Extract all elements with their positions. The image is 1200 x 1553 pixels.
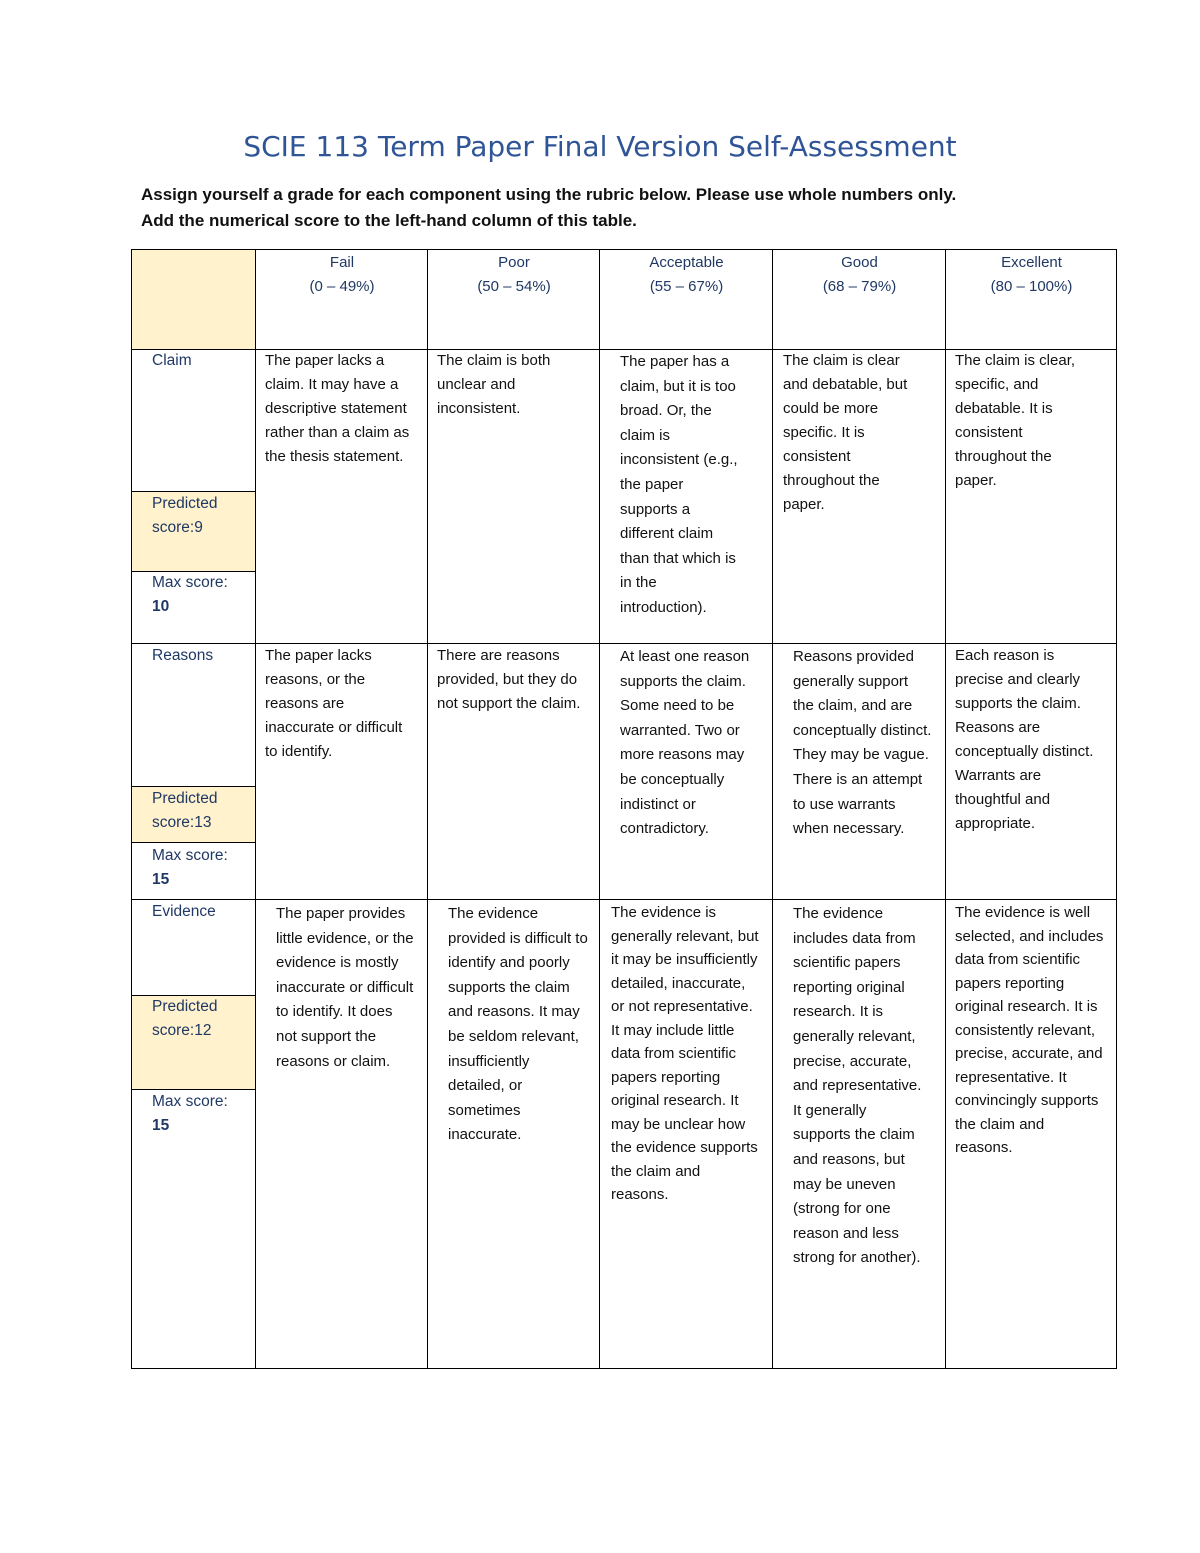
max-score-label: Max score: [152,574,228,591]
predicted-score: Predicted score:13 [152,790,218,831]
reasons-good-descriptor: Reasons provided generally support the claim, and are conceptually distinct. They may be vague. There is an attempt to use warrants when necessary. [793,648,932,838]
header-range: (55 – 67%) [649,278,724,295]
instruction-line: Add the numerical score to the left-hand column of this table. [141,211,637,230]
reasons-poor-descriptor: There are reasons provided, but they do not support the claim. [437,647,581,712]
instruction-line: Assign yourself a grade for each component using the rubric below. Please use whole numbers only. [141,185,957,204]
header-corner-cell [131,249,255,349]
table-rule [599,249,600,1369]
evidence-poor-descriptor: The evidence provided is difficult to identify and poorly supports the claim and reasons. It may be seldom relevant, insufficiently detailed, or sometimes inaccurate. [448,905,588,1144]
row-label-evidence: Evidence [152,903,216,920]
evidence-good-descriptor: The evidence includes data from scientific papers reporting original research. It is generally relevant, precise, accurate, and representative. It generally supports the claim and reasons, but may be uneven (strong for one reason and less strong for another). [793,905,922,1267]
max-score [152,844,252,892]
max-score-label: Max score: [152,1093,228,1110]
table-subrule [131,842,255,843]
header-excellent [947,251,1116,299]
max-score [152,571,252,619]
claim-poor-descriptor: The claim is both unclear and inconsistent. [437,352,551,417]
reasons-acceptable-descriptor: At least one reason supports the claim. Some need to be warranted. Two or more reasons may be conceptually indistinct or contradictory. [620,648,750,838]
table-rule [772,249,773,1369]
row-label-claim: Claim [152,352,192,369]
max-score-value: 15 [152,871,170,888]
header-label: Poor [498,254,530,271]
max-score [152,1090,252,1138]
header-good [774,251,945,299]
evidence-excellent-descriptor: The evidence is well selected, and includes data from scientific papers reporting original research. It is consistently relevant, precise, accurate, and representative. It convincingly supports the claim and reasons. [955,904,1104,1156]
header-range: (80 – 100%) [990,278,1073,295]
header-label: Good [841,254,878,271]
table-rule [131,1368,1117,1369]
header-range: (0 – 49%) [309,278,375,295]
claim-fail-descriptor: The paper lacks a claim. It may have a descriptive statement rather than a claim as the thesis statement. [265,352,410,465]
instructions [141,182,1141,234]
header-label: Acceptable [649,254,724,271]
header-acceptable [601,251,772,299]
row-label-reasons: Reasons [152,647,214,664]
reasons-excellent-descriptor: Each reason is precise and clearly supports the claim. Reasons are conceptually distinct. Warrants are thoughtful and appropriate. [955,647,1094,832]
table-rule [1116,249,1117,1369]
header-label: Fail [329,254,355,271]
table-rule [131,249,1117,250]
predicted-score: Predicted score:12 [152,998,218,1039]
max-score-label: Max score: [152,847,228,864]
header-range: (68 – 79%) [822,278,897,295]
max-score-value: 10 [152,598,170,615]
rubric-table [131,249,1117,1369]
predicted-score: Predicted score:9 [152,495,218,536]
table-rule [427,249,428,1369]
claim-good-descriptor: The claim is clear and debatable, but could be more specific. It is consistent throughout the paper. [783,352,908,513]
page-title: SCIE 113 Term Paper Final Version Self-Assessment [243,130,957,163]
header-poor [429,251,599,299]
evidence-acceptable-descriptor: The evidence is generally relevant, but it may be insufficiently detailed, inaccurate, or not representative. It may include little data from scientific papers reporting original research. It may be unclear how the evidence supports the claim and reasons. [611,904,759,1203]
claim-acceptable-descriptor: The paper has a claim, but it is too broad. Or, the claim is inconsistent (e.g., the paper supports a different claim than that which is in the introduction). [620,353,738,616]
header-fail [257,251,427,299]
table-rule [131,899,1117,900]
reasons-fail-descriptor: The paper lacks reasons, or the reasons are inaccurate or difficult to identify. [265,647,403,760]
header-range: (50 – 54%) [477,278,551,295]
header-label: Excellent [1001,254,1062,271]
table-rule [945,249,946,1369]
claim-excellent-descriptor: The claim is clear, specific, and debatable. It is consistent throughout the paper. [955,352,1076,489]
table-rule [131,249,132,1369]
evidence-fail-descriptor: The paper provides little evidence, or the evidence is mostly inaccurate or difficult to identify. It does not support the reasons or claim. [276,905,414,1070]
max-score-value: 15 [152,1117,170,1134]
table-rule [255,249,256,1369]
